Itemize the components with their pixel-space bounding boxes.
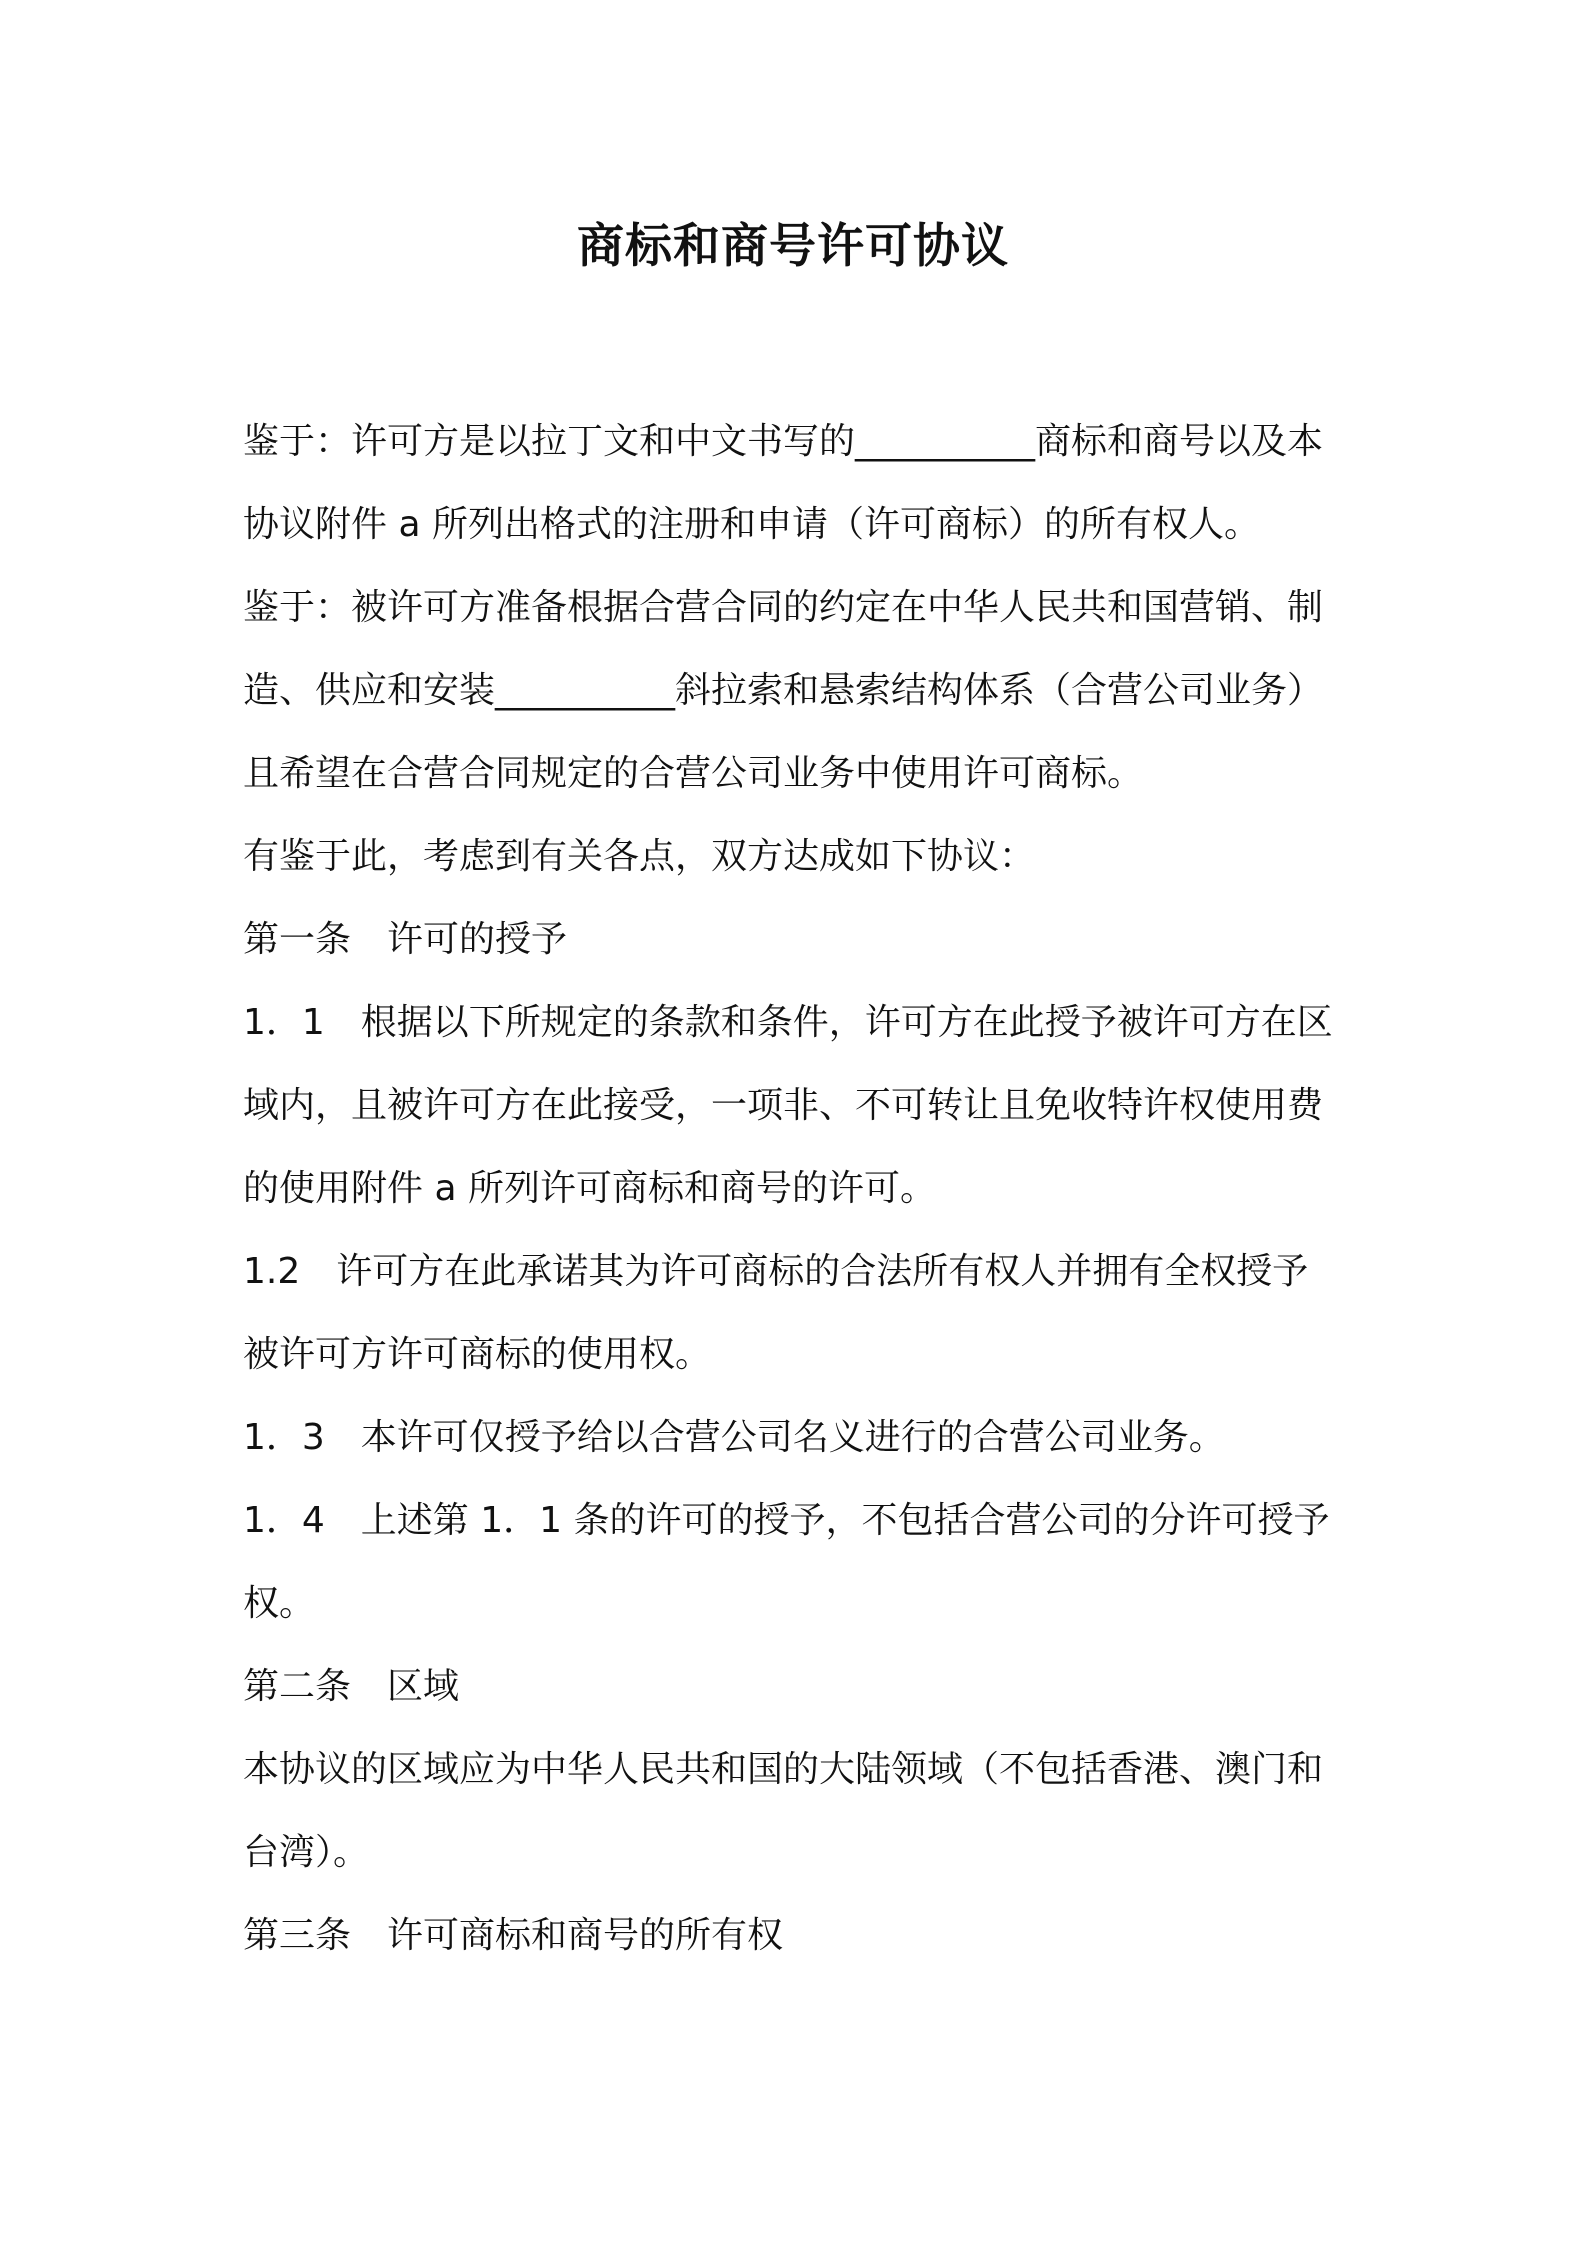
clause-1-3 <box>243 1396 1353 1479</box>
agreement-intro <box>243 815 1353 898</box>
text-line: 1．3 本许可仅授予给以合营公司名义进行的合营公司业务。 <box>243 1417 1225 1458</box>
article-3-heading <box>243 1894 1353 1977</box>
text-line: 协议附件 a 所列出格式的注册和申请（许可商标）的所有权人。 <box>243 504 1260 545</box>
text-line: 且希望在合营合同规定的合营公司业务中使用许可商标。 <box>243 753 1144 794</box>
text-line: 权。 <box>243 1583 316 1624</box>
territory-clause <box>243 1728 1353 1894</box>
whereas-paragraph-2 <box>243 566 1353 815</box>
text-line: 第三条 许可商标和商号的所有权 <box>243 1915 784 1956</box>
text-line: 第一条 许可的授予 <box>243 919 568 960</box>
text-line: 1．4 上述第 1．1 条的许可的授予，不包括合营公司的分许可授予 <box>243 1500 1330 1541</box>
document-body <box>243 400 1353 1977</box>
document-title: 商标和商号许可协议 <box>577 219 1009 274</box>
clause-1-4 <box>243 1479 1353 1645</box>
text-line: 鉴于：许可方是以拉丁文和中文书写的__________商标和商号以及本 <box>243 421 1324 462</box>
whereas-paragraph-1 <box>243 400 1353 566</box>
text-line: 台湾）。 <box>243 1832 370 1873</box>
text-line: 域内，且被许可方在此接受，一项非、不可转让且免收特许权使用费 <box>243 1085 1324 1126</box>
article-2-heading <box>243 1645 1353 1728</box>
text-line: 1.2 许可方在此承诺其为许可商标的合法所有权人并拥有全权授予 <box>243 1251 1309 1292</box>
text-line: 造、供应和安装__________斜拉索和悬索结构体系（合营公司业务） <box>243 670 1324 711</box>
clause-1-2 <box>243 1230 1353 1396</box>
clause-1-1 <box>243 981 1353 1230</box>
text-line: 1．1 根据以下所规定的条款和条件，许可方在此授予被许可方在区 <box>243 1002 1333 1043</box>
text-line: 鉴于：被许可方准备根据合营合同的约定在中华人民共和国营销、制 <box>243 587 1324 628</box>
text-line: 有鉴于此，考虑到有关各点，双方达成如下协议： <box>243 836 1036 877</box>
text-line: 第二条 区域 <box>243 1666 460 1707</box>
text-line: 本协议的区域应为中华人民共和国的大陆领域（不包括香港、澳门和 <box>243 1749 1324 1790</box>
text-line: 的使用附件 a 所列许可商标和商号的许可。 <box>243 1168 936 1209</box>
article-1-heading <box>243 898 1353 981</box>
text-line: 被许可方许可商标的使用权。 <box>243 1334 712 1375</box>
